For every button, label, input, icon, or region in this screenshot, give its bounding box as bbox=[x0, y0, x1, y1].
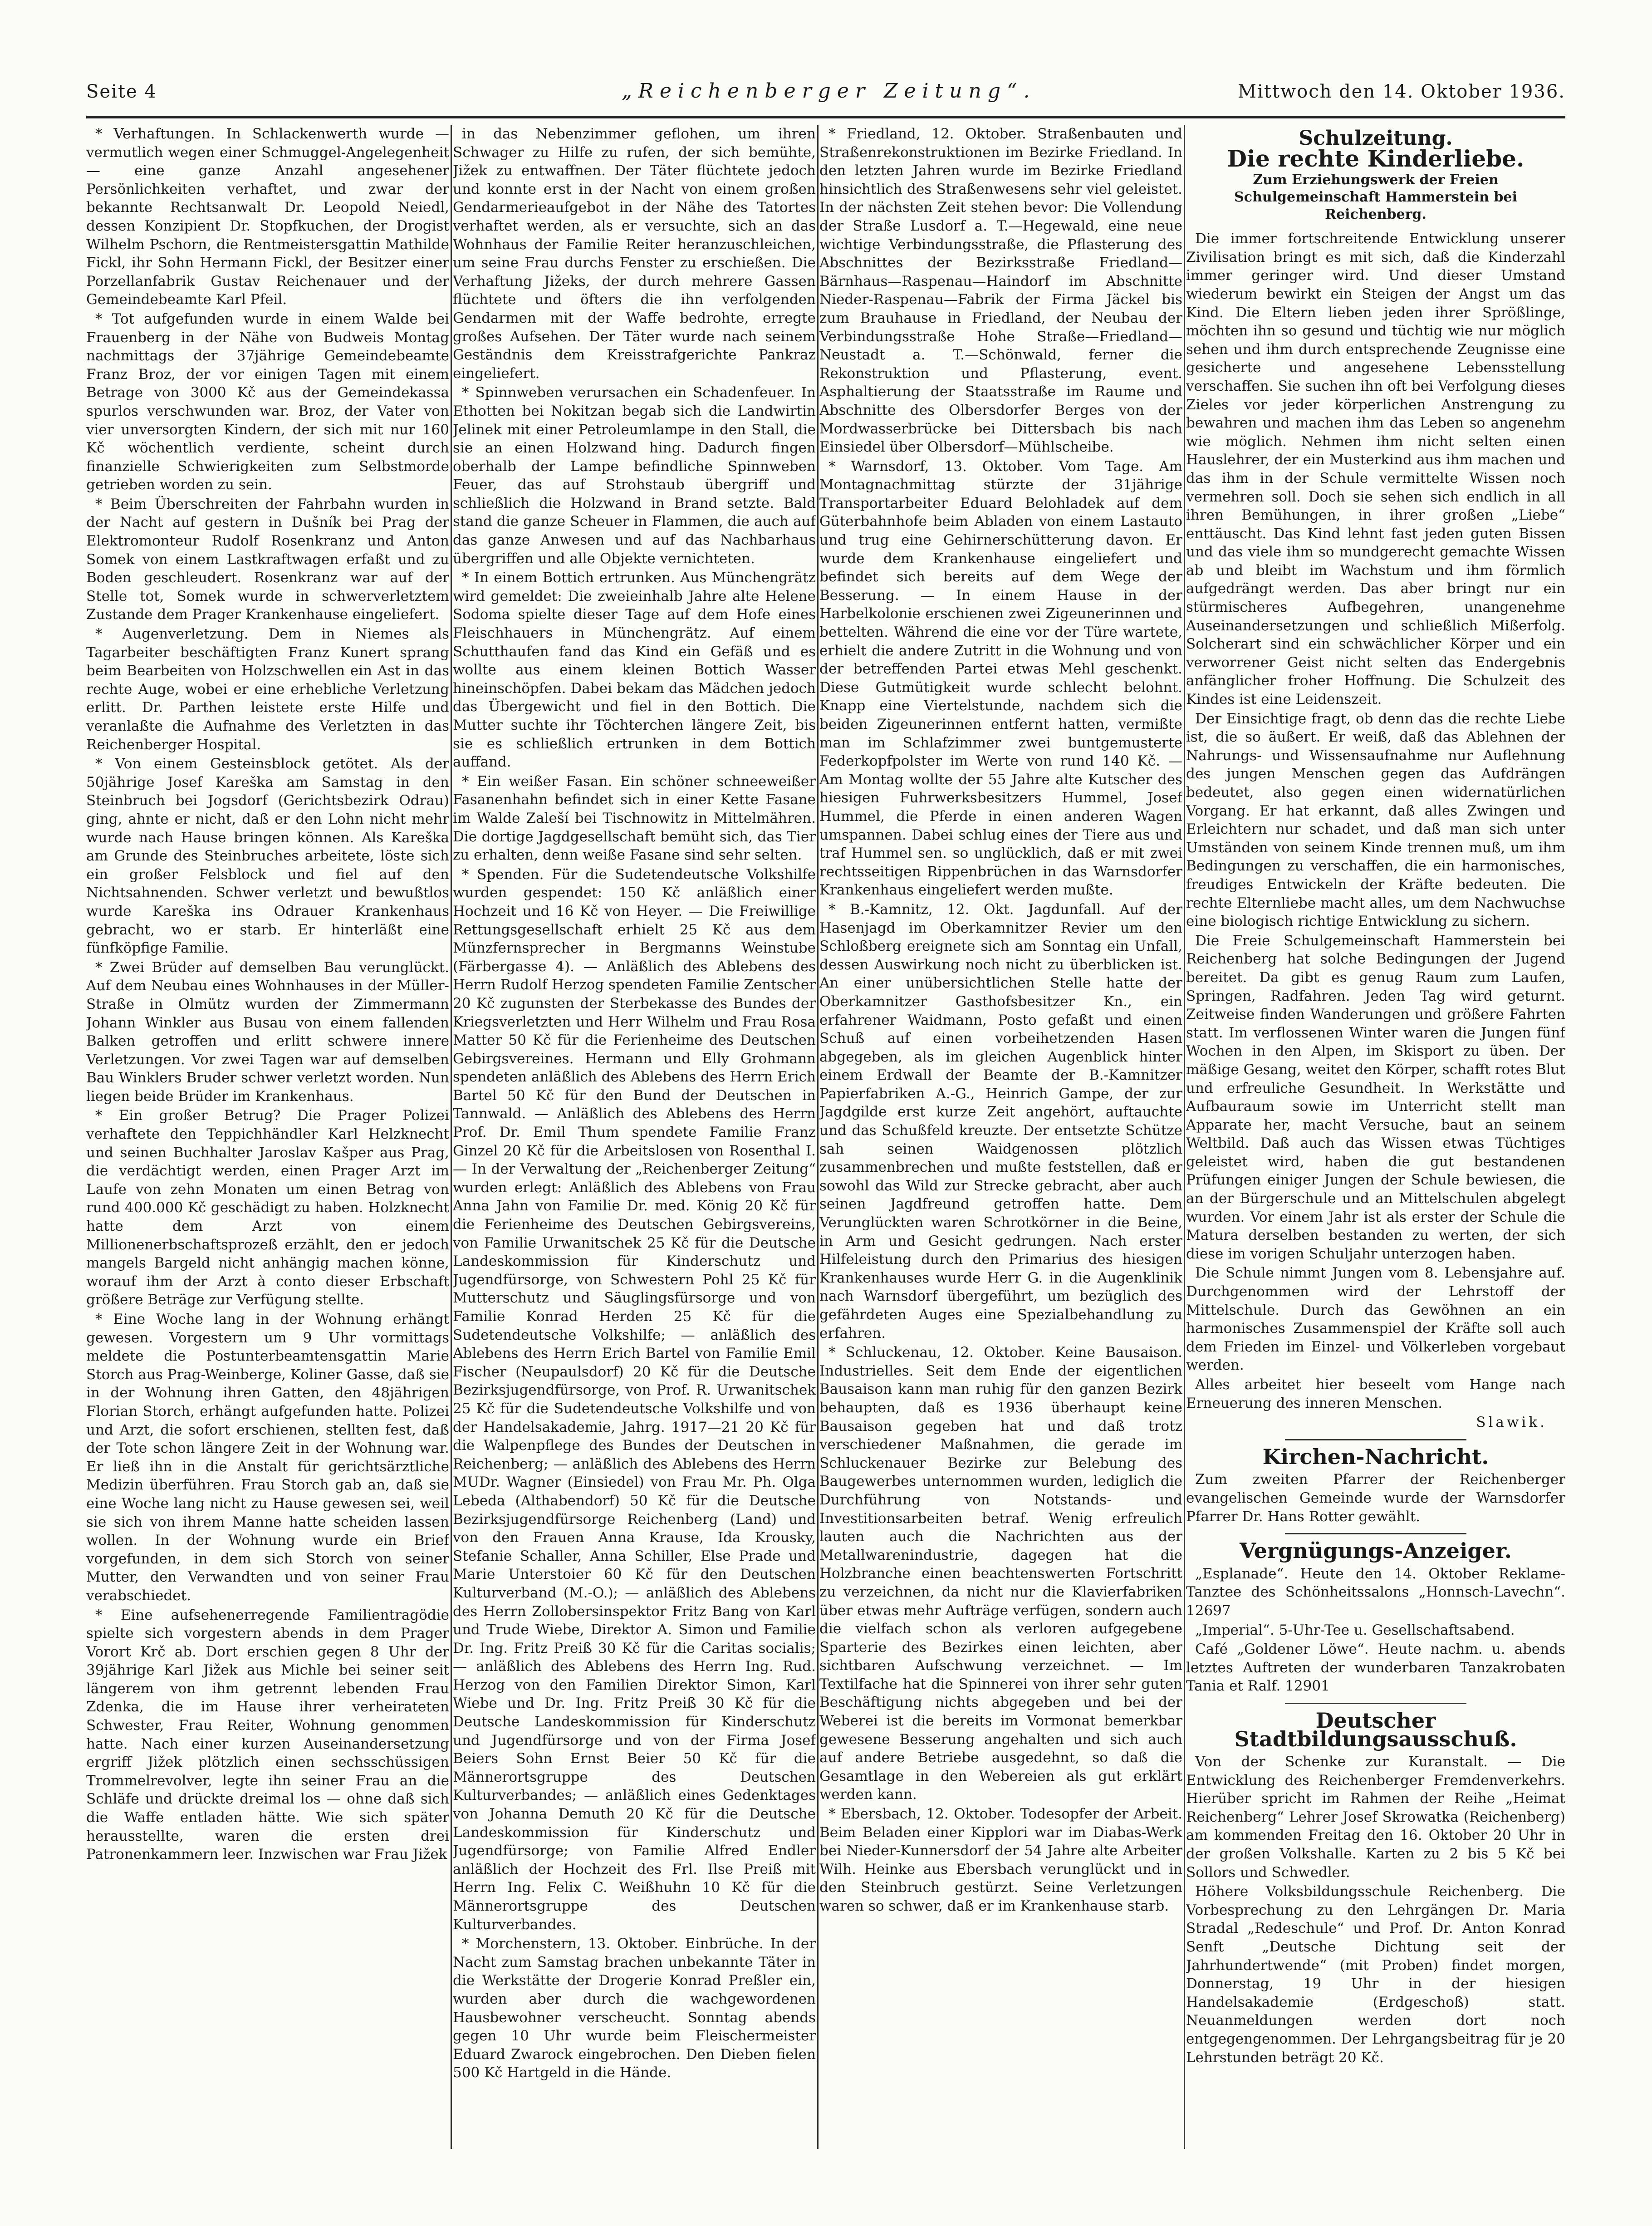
section-divider bbox=[1285, 1533, 1466, 1534]
newspaper-page bbox=[86, 79, 1565, 2176]
listing-item: Café „Goldener Löwe“. Heute nachm. u. abends letztes Auftreten der wunderbaren Tanzakrobaten Tania et Ralf. 12901 bbox=[1186, 1641, 1565, 1695]
article: * Warnsdorf, 13. Oktober. Vom Tage. Am Montagnachmittag stürzte der 31jährige Transportarbeiter Eduard Belohladek auf dem Güterbahnhofe beim Abladen von einem Lastauto und trug eine Gehirnerschütterung davon. Er wurde dem Krankenhause eingeliefert und befindet sich bereits auf dem Wege der Besserung. — In einem Hause in der Harbelkolonie erschienen zwei Zigeunerinnen und bettelten. Während die eine vor der Türe wartete, erhielt die andere Zutritt in die Wohnung und von der betreffenden Partei etwas Mehl geschenkt. Diese Gutmütigkeit wurde schlecht belohnt. Knapp eine Viertelstunde, nachdem sich die beiden Zigeunerinnen entfernt hatten, vermißte man im Schlafzimmer zwei buntgemusterte Federkopfpolster im Werte von rund 140 Kč. — Am Montag wollte der 55 Jahre alte Kutscher des hiesigen Fuhrwerksbesitzers Hummel, Josef Hummel, die Pferde in einen anderen Wagen umspannen. Dabei schlug eines der Tiere aus und traf Hummel sen. so unglücklich, daß er mit zwei rechtsseitigen Rippenbrüchen in das Warnsdorfer Krankenhaus eingeliefert werden mußte. bbox=[819, 458, 1182, 899]
article: * Eine aufsehenerregende Familientragödie spielte sich vorgestern abends in dem Prager Vorort Krč ab. Dort erschien gegen 8 Uhr der 39jährige Karl Jižek aus Michle bei seiner seit längerem von ihm getrennt lebenden Frau Zdenka, die im Hause ihrer verheirateten Schwester, Frau Reiter, Wohnung genommen hatte. Nach einer kurzen Auseinandersetzung ergriff Jižek plötzlich einen sechsschüssigen Trommelrevolver, legte ihn seiner Frau an die Schläfe und drückte dreimal los — ohne daß sich die Waffe entladen hätte. Wie sich später herausstellte, waren die ersten drei Patronenkammern leer. Inzwischen war Frau Jižek bbox=[86, 1607, 449, 1863]
column-divider bbox=[1184, 125, 1185, 2149]
page-header bbox=[86, 79, 1565, 107]
column-4 bbox=[1186, 125, 1565, 2158]
article: * Spinnweben verursachen ein Schadenfeuer. In Ethotten bei Nokitzan begab sich die Landwirtin Jelinek mit einer Petroleumlampe in den Stall, die sie an einen Holzwand hing. Dadurch fingen oberhalb der Lampe befindliche Spinnweben Feuer, das auf Strohstaub übergriff und schließlich die Holzwand in Brand setzte. Bald stand die ganze Scheuer in Flammen, die auch auf das ganze Anwesen und auf das Nachbarhaus übergriffen und alle Objekte vernichteten. bbox=[453, 384, 816, 567]
article-headline: Die rechte Kinderliebe. bbox=[1227, 145, 1525, 172]
article: in das Nebenzimmer geflohen, um ihren Schwager zu Hilfe zu rufen, der sich bemühte, Jižek zu entwaffnen. Der Täter flüchtete jedoch und konnte erst in der Nacht von einem großen Gendarmerieaufgebot in der Nähe des Tatortes verhaftet werden, als er versuchte, sich an das Wohnhaus der Familie Reiter heranzuschleichen, um seine Frau durchs Fenster zu erschießen. Die Verhaftung Jižeks, der durch mehrere Gassen flüchtete und öfters die ihn verfolgenden Gendarmen mit der Waffe bedrohte, erregte großes Aufsehen. Der Täter wurde nach seinem Geständnis dem Kreisstrafgerichte Pankraz eingeliefert. bbox=[453, 126, 816, 382]
article: * In einem Bottich ertrunken. Aus Münchengrätz wird gemeldet: Die zweieinhalb Jahre alte Helene Sodoma spielte dieser Tage auf dem Hofe eines Fleischhauers in Münchengrätz. Auf einem Schutthaufen fand das Kind ein Gefäß und es wollte aus einem kleinen Bottich Wasser hineinschöpfen. Dabei bekam das Mädchen jedoch das Übergewicht und fiel in den Bottich. Die Mutter suchte ihr Töchterchen längere Zeit, bis sie es schließlich ertrunken in dem Bottich auffand. bbox=[453, 570, 816, 771]
section-title-kirchen: Kirchen-Nachricht. bbox=[1262, 1444, 1489, 1469]
article: * Schluckenau, 12. Oktober. Keine Bausaison. Industrielles. Seit dem Ende der eigentlichen Bausaison kann man ruhig für den ganzen Bezirk behaupten, daß es 1936 überhaupt keine Bausaison gegeben hat und daß trotz verschiedener Maßnahmen, die gerade im Schluckenauer Bezirke zur Belebung des Baugewerbes unternommen wurden, lediglich die Durchführung von Notstands- und Investitionsarbeiten betraf. Wenig erfreulich lauten auch die Nachrichten aus der Metallwarenindustrie, dagegen hat die Holzbranche einen beachtenswerten Fortschritt zu verzeichnen, da nicht nur die Klavierfabriken über etwas mehr Aufträge verfügen, sondern auch die vielfach schon als verloren aufgegebene Sparterie des Bezirkes einen leichten, aber sichtbaren Aufschwung verzeichnet. — Im Textilfache hat die Spinnerei von ihrer sehr guten Beschäftigung nichts abgegeben und bei der Weberei ist die bereits im Vormonat bemerkbar gewesene Besserung angehalten und sich auch auf andere Betriebe ausgedehnt, so daß die Gesamtlage in den Webereien als gut erklärt werden kann. bbox=[819, 1344, 1182, 1803]
article: * B.-Kamnitz, 12. Okt. Jagdunfall. Auf der Hasenjagd im Oberkamnitzer Revier um den Schloßberg ereignete sich am Sonntag ein Unfall, dessen Auswirkung noch nicht zu überblicken ist. An einer unübersichtlichen Stelle hatte der Oberkamnitzer Gasthofsbesitzer Kn., ein erfahrener Waidmann, Posto gefaßt und einen Schuß auf einen vorbeihetzenden Hasen abgegeben, als im gleichen Augenblick hinter einem Erdwall der Beamte der B.-Kamnitzer Papierfabriken A.-G., Heinrich Gampe, der zur Jagdgilde erst kurze Zeit angehört, auftauchte und das Schußfeld kreuzte. Der entsetzte Schütze sah seinen Waidgenossen plötzlich zusammenbrechen und mußte feststellen, daß er sowohl das Wild zur Strecke gebracht, aber auch seinen Jagdfreund getroffen hatte. Dem Verunglückten waren Schrotkörner in die Beine, in Arm und Gesicht gedrungen. Nach erster Hilfeleistung durch den Primarius des hiesigen Krankenhauses wurde Herr G. in die Augenklinik nach Warnsdorf übergeführt, um bezüglich des gefährdeten Auges eine Spezialbehandlung zu erfahren. bbox=[819, 901, 1182, 1341]
column-2 bbox=[453, 125, 816, 2158]
article-subheadline: Zum Erziehungswerk der Freien Schulgemeinschaft Hammerstein bei Reichenberg. bbox=[1234, 172, 1517, 223]
article: * Tot aufgefunden wurde in einem Walde bei Frauenberg in der Nähe von Budweis Montag nachmittags der 37jährige Gemeindebeamte Franz Broz, der vor einigen Tagen mit einem Betrage von 3000 Kč aus der Gemeindekassa spurlos verschwunden war. Broz, der Vater von vier unversorgten Kindern, der sich mit nur 160 Kč wöchentlich verdiente, scheint durch finanzielle Schwierigkeiten zum Selbstmorde getrieben worden zu sein. bbox=[86, 310, 449, 493]
article: * Beim Überschreiten der Fahrbahn wurden in der Nacht auf gestern in Dušník bei Prag der Elektromonteur Rudolf Rosenkranz und Anton Somek von einem Lastkraftwagen erfaßt und zu Boden geschleudert. Rosenkranz war auf der Stelle tot, Somek wurde in schwerverletztem Zustande dem Prager Krankenhause eingeliefert. bbox=[86, 496, 449, 623]
article: * Friedland, 12. Oktober. Straßenbauten und Straßenrekonstruktionen im Bezirke Friedland. In den letzten Jahren wurde im Bezirke Friedland hinsichtlich des Straßenwesens sehr viel geleistet. In der nächsten Zeit stehen bevor: Die Vollendung der Straße Lusdorf a. T.—Hegewald, eine neue wichtige Verbindungsstraße, die Pflasterung des Abschnittes der Bezirksstraße Friedland—Bärnhaus—Raspenau—Haindorf im Abschnitte Nieder-Raspenau—Fabrik der Firma Jäckel bis zum Brauhause in Friedland, der Neubau der Verbindungsstraße Hohe Straße—Friedland—Neustadt a. T.—Schönwald, ferner die Rekonstruktion und Pflasterung, event. Asphaltierung der Staatsstraße im Raume und Abschnitte des Olbersdorfer Berges von der Mordwasserbrücke bei Dittersbach bis nach Einsiedel über Olbersdorf—Mühlscheibe. bbox=[819, 126, 1182, 456]
article: * Spenden. Für die Sudetendeutsche Volkshilfe wurden gespendet: 150 Kč anläßlich einer Hochzeit und 16 Kč von Heyer. — Die Freiwillige Rettungsgesellschaft erhielt 25 Kč aus dem Münzfernsprecher in Bergmanns Weinstube (Färbergasse 4). — Anläßlich des Ablebens des Herrn Rudolf Herzog spendeten Familie Zentscher 20 Kč zugunsten der Sterbekasse des Bundes der Kriegsverletzten und Herr Wilhelm und Frau Rosa Matter 50 Kč für die Ferienheime des Deutschen Gebirgsvereines. Hermann und Elly Grohmann spendeten anläßlich des Ablebens des Herrn Erich Bartel 50 Kč für den Bund der Deutschen in Tannwald. — Anläßlich des Ablebens des Herrn Prof. Dr. Emil Thum spendete Familie Franz Ginzel 20 Kč für die Arbeitslosen von Rosenthal I. — In der Verwaltung der „Reichenberger Zeitung“ wurden erlegt: Anläßlich des Ablebens von Frau Anna Jahn von Familie Dr. med. König 20 Kč für die Ferienheime des Deutschen Gebirgsvereins, von Familie Urwanitschek 25 Kč für die Deutsche Landeskommission für Kinderschutz und Jugendfürsorge, von Schwestern Pohl 25 Kč für Mutterschutz und Säuglingsfürsorge und von Familie Konrad Herden 25 Kč für die Sudetendeutsche Volkshilfe; — anläßlich des Ablebens des Herrn Erich Bartel von Familie Emil Fischer (Neupaulsdorf) 20 Kč für die Deutsche Bezirksjugendfürsorge, von Prof. R. Urwanitschek 25 Kč für die Sudetendeutsche Volkshilfe und von der Handelsakademie, Jahrg. 1917—21 20 Kč für die Walpenpflege des Bundes der Deutschen in Reichenberg; — anläßlich des Ablebens des Herrn MUDr. Wagner (Einsiedel) von Frau Mr. Ph. Olga Lebeda (Althabendorf) 50 Kč für die Deutsche Bezirksjugendfürsorge Reichenberg (Land) und von den Frauen Anna Krause, Ida Krousky, Stefanie Schaller, Anna Schiller, Else Prade und Marie Unterstoier 60 Kč für den Deutschen Kulturverband (M.-O.); — anläßlich des Ablebens des Herrn Zollobersinspektor Fritz Bang von Karl und Trude Wiebe, Direktor A. Simon und Familie Dr. Ing. Fritz Preiß 30 Kč für die Caritas socialis; — anläßlich des Ablebens des Herrn Ing. Rud. Herzog von den Familien Direktor Simon, Karl Wiebe und Dr. Ing. Fritz Preiß 30 Kč für die Deutsche Landeskommission für Kinderschutz und Jugendfürsorge und von der Firma Josef Beiers Sohn Ernst Beier 50 Kč für die Männerortsgruppe des Deutschen Kulturverbandes; — anläßlich eines Gedenktages von Johanna Demuth 20 Kč für die Deutsche Landeskommission für Kinderschutz und Jugendfürsorge; von Familie Alfred Endler anläßlich der Hochzeit des Frl. Ilse Preiß mit Herrn Ing. Felix C. Weißhuhn 10 Kč für die Männerortsgruppe des Deutschen Kulturverbandes. bbox=[453, 866, 816, 1933]
article: * Ebersbach, 12. Oktober. Todesopfer der Arbeit. Beim Beladen einer Kipplori war im Diabas-Werk bei Nieder-Kunnersdorf der 54 Jahre alte Arbeiter Wilh. Heinke aus Ebersbach verunglückt und in den Steinbruch gestürzt. Seine Verletzungen waren so schwer, daß er im Krankenhause starb. bbox=[819, 1806, 1182, 1914]
issue-date: Mittwoch den 14. Oktober 1936. bbox=[1238, 81, 1565, 102]
section-divider bbox=[1285, 1439, 1466, 1440]
article-paragraph: Die Schule nimmt Jungen vom 8. Lebensjahre auf. Durchgenommen wird der Lehrstoff der Mittelschule. Durch das Gewöhnen an ein harmonisches Zusammenspiel der Kräfte soll auch dem Frieden im Einzel- und Völkerleben vorgebaut werden. bbox=[1186, 1265, 1565, 1374]
section-divider bbox=[1285, 1703, 1466, 1704]
column-3 bbox=[819, 125, 1182, 2158]
author-signature: Slawik. bbox=[1476, 1414, 1547, 1431]
column-divider bbox=[451, 125, 452, 2149]
article-paragraph: Von der Schenke zur Kuranstalt. — Die Entwicklung des Reichenberger Fremdenverkehrs. Hierüber spricht im Rahmen der Reihe „Heimat Reichenberg“ Lehrer Josef Skrowatka (Reichenberg) am kommenden Freitag den 16. Oktober 20 Uhr in der großen Volkshalle. Karten zu 2 bis 5 Kč bei Sollors und Schwedler. bbox=[1186, 1754, 1565, 1881]
article-paragraph: Der Einsichtige fragt, ob denn das die rechte Liebe ist, die so äußert. Er weiß, daß das Ablehnen der Nahrungs- und Wissensaufnahme nur Auflehnung des jungen Menschen gegen das Aufdrängen bedeutet, also gegen einen widernatürlichen Vorgang. Er hat erkannt, daß alles Zwingen und Erleichtern nur schadet, und daß man sich unter Umständen von seinem Kinde trennen muß, um ihm Bedingungen zu verschaffen, die ein harmonisches, freudiges Entwickeln der Kräfte bedeuten. Die rechte Elternliebe macht alles, um dem Nachwuchse eine biologisch richtige Entwicklung zu sichern. bbox=[1186, 710, 1565, 930]
article-paragraph: Die Freie Schulgemeinschaft Hammerstein bei Reichenberg hat solche Bedingungen der Jugend bereitet. Da gibt es genug Raum zum Laufen, Springen, Radfahren. Jeden Tag wird geturnt. Zeitweise finden Wanderungen und größere Fahrten statt. Im verflossenen Winter waren die Jungen fünf Wochen in den Alpen, im Skisport zu üben. Der mäßige Gesang, weitet den Körper, schafft rotes Blut und erfreuliche Gesundheit. In Werkstätte und Aufbauraum sowie im Unterricht stellt man Apparate her, macht Versuche, baut an seinem Weltbild. Daß auch das Wissen etwas Tüchtiges geleistet wird, haben die gut bestandenen Prüfungen einiger Jungen der Schule bewiesen, die an der Bürgerschule und an Mittelschulen abgelegt wurden. Vor einem Jahr ist als erster der Schule die Matura derselben bestanden zu werten, der sich diese im vorigen Schuljahr unterzogen haben. bbox=[1186, 932, 1565, 1262]
header-rule bbox=[86, 116, 1565, 118]
listing-item: „Imperial“. 5-Uhr-Tee u. Gesellschaftsabend. bbox=[1195, 1622, 1515, 1638]
article: * Verhaftungen. In Schlackenwerth wurde — vermutlich wegen einer Schmuggel-Angelegenheit — eine ganze Anzahl angesehener Persönlichkeiten verhaftet, und zwar der bekannte Rechtsanwalt Dr. Leopold Neiedl, dessen Konzipient Dr. Stopfkuchen, der Drogist Wilhelm Pschorn, die Rentmeistersgattin Mathilde Fickl, ihr Sohn Hermann Fickl, der Besitzer einer Porzellanfabrik Gustav Reichenauer und der Gemeindebeamte Karl Pfeil. bbox=[86, 126, 449, 308]
column-divider bbox=[817, 125, 819, 2149]
newspaper-title: „Reichenberger Zeitung“. bbox=[622, 79, 1036, 103]
article: * Ein weißer Fasan. Ein schöner schneeweißer Fasanenhahn befindet sich in einer Kette Fasane im Walde Zaleší bei Tischnowitz in Mittelmähren. Die dortige Jagdgesellschaft bemüht sich, das Tier zu erhalten, denn weiße Fasane sind sehr selten. bbox=[453, 773, 816, 864]
column-1 bbox=[86, 125, 449, 2158]
section-title-schulzeitung: Schulzeitung. bbox=[1299, 127, 1453, 150]
article-paragraph: Die immer fortschreitende Entwicklung unserer Zivilisation bringt es mit sich, daß die Kinderzahl immer geringer wird. Und dieser Umstand wiederum bewirkt ein Steigen der Angst um das Kind. Die Eltern lieben jeden ihrer Sprößlinge, möchten ihn so gesund und tüchtig wie nur möglich sehen und ihm durch entsprechende Zeugnisse eine gesicherte und angesehene Lebensstellung verschaffen. Sie suchen ihn oft bei Verfolgung dieses Zieles vor jeder körperlichen Anstrengung zu bewahren und machen ihm das Leben so angenehm wie möglich. Nehmen ihm nicht selten einen Hauslehrer, der ein Musterkind aus ihm machen und das ihm in der Schule vermittelte Wissen noch vermehren soll. Doch sie sehen sich endlich in all ihren Bemühungen, in ihrer großen „Liebe“ enttäuscht. Das Kind lehnt fast jeden guten Bissen und das viele ihm so mundgerecht gemachte Wissen ab und bleibt im Wachstum und ihm förmlich aufgedrängt werden. Das aber bringt nur ein stürmischeres Aufbegehren, unangenehme Auseinandersetzungen und schließlich Mißerfolg. Solcherart sind ein schwächlicher Körper und ein verworrener Geist nicht selten das Endergebnis anfänglicher froher Hoffnung. Die Schulzeit des Kindes ist eine Leidenszeit. bbox=[1186, 231, 1565, 708]
page-number: Seite 4 bbox=[86, 81, 157, 102]
article-paragraph: Alles arbeitet hier beseelt vom Hange nach Erneuerung des inneren Menschen. bbox=[1186, 1376, 1565, 1411]
article: * Eine Woche lang in der Wohnung erhängt gewesen. Vorgestern um 9 Uhr vormittags meldete die Postunterbeamtensgattin Marie Storch aus Prag-Weinberge, Koliner Gasse, daß sie in der Wohnung ihren Gatten, den 48jährigen Florian Storch, erhängt aufgefunden hatte. Polizei und Arzt, die sofort erschienen, stellten fest, daß der Tote schon längere Zeit in der Wohnung war. Er ließ ihn in die Anstalt für gerichtsärztliche Medizin überführen. Frau Storch gab an, daß sie eine Woche lang nicht zu Hause gewesen sei, weil sie sich von ihrem Manne hatte scheiden lassen wollen. In der Wohnung wurde ein Brief vorgefunden, in dem sich Storch von seiner Mutter, den Verwandten und von seiner Frau verabschiedet. bbox=[86, 1311, 449, 1604]
article-paragraph: Höhere Volksbildungsschule Reichenberg. Die Vorbesprechung zu den Lehrgängen Dr. Maria Stradal „Redeschule“ und Prof. Dr. Anton Konrad Senft „Deutsche Dichtung seit der Jahrhundertwende“ (mit Proben) findet morgen, Donnerstag, 19 Uhr in der hiesigen Handelsakademie (Erdgeschoß) statt. Neuanmeldungen werden dort noch entgegengenommen. Der Lehrgangsbeitrag für je 20 Lehrstunden beträgt 20 Kč. bbox=[1186, 1883, 1565, 2066]
section-title-vergnuegung: Vergnügungs-Anzeiger. bbox=[1240, 1538, 1512, 1563]
article: * Zwei Brüder auf demselben Bau verunglückt. Auf dem Neubau eines Wohnhauses in der Müller-Straße in Olmütz wurden der Zimmermann Johann Winkler aus Busau von einem fallenden Balken getroffen und erlitt schwere innere Verletzungen. Vor zwei Tagen war auf demselben Bau Winklers Bruder schwer verletzt worden. Nun liegen beide Brüder im Krankenhaus. bbox=[86, 959, 449, 1105]
article: * Von einem Gesteinsblock getötet. Als der 50jährige Josef Kareška am Samstag in den Steinbruch bei Jogsdorf (Gerichtsbezirk Odrau) ging, ahnte er nicht, daß er den Lohn nicht mehr wurde nach Hause bringen können. Als Kareška am Grunde des Steinbruches arbeitete, löste sich ein großer Felsblock und fiel auf den Nichtsahnenden. Schwer verletzt und bewußtlos wurde Kareška ins Odrauer Krankenhaus gebracht, wo er starb. Er hinterläßt eine fünfköpfige Familie. bbox=[86, 756, 449, 957]
article: * Morchenstern, 13. Oktober. Einbrüche. In der Nacht zum Samstag brachen unbekannte Täter in die Werkstätte der Drogerie Konrad Preßler ein, wurden aber durch die wachgewordenen Hausbewohner verscheucht. Sonntag abends gegen 10 Uhr wurde beim Fleischermeister Eduard Zwarock eingebrochen. Den Dieben fielen 500 Kč Hartgeld in die Hände. bbox=[453, 1936, 816, 2081]
article: * Ein großer Betrug? Die Prager Polizei verhaftete den Teppichhändler Karl Helzknecht und seinen Buchhalter Jaroslav Kašper aus Prag, die verdächtigt werden, einen Prager Arzt im Laufe von zehn Monaten um einen Betrag von rund 400.000 Kč geschädigt zu haben. Holzknecht hatte dem Arzt von einem Millionenerbschaftsprozeß erzählt, den er jedoch mangels Bargeld nicht anhängig machen könne, worauf ihm der Arzt à conto dieser Erbschaft größere Beträge zur Verfügung stellte. bbox=[86, 1107, 449, 1308]
section-title-stadtbildung: Deutscher Stadtbildungsausschuß. bbox=[1234, 1708, 1517, 1751]
article: * Augenverletzung. Dem in Niemes als Tagarbeiter beschäftigten Franz Kunert sprang beim Bearbeiten von Holzschwellen ein Ast in das rechte Auge, wobei er eine erhebliche Verletzung erlitt. Dr. Parthen leistete erste Hilfe und veranlaßte die Aufnahme des Verletzten in das Reichenberger Hospital. bbox=[86, 626, 449, 753]
article-paragraph: Zum zweiten Pfarrer der Reichenberger evangelischen Gemeinde wurde der Warnsdorfer Pfarrer Dr. Hans Rotter gewählt. bbox=[1186, 1471, 1565, 1525]
listing-item: „Esplanade“. Heute den 14. Oktober Reklame-Tanztee des Schönheitssalons „Honnsch-Lavechn“. 12697 bbox=[1186, 1565, 1565, 1619]
